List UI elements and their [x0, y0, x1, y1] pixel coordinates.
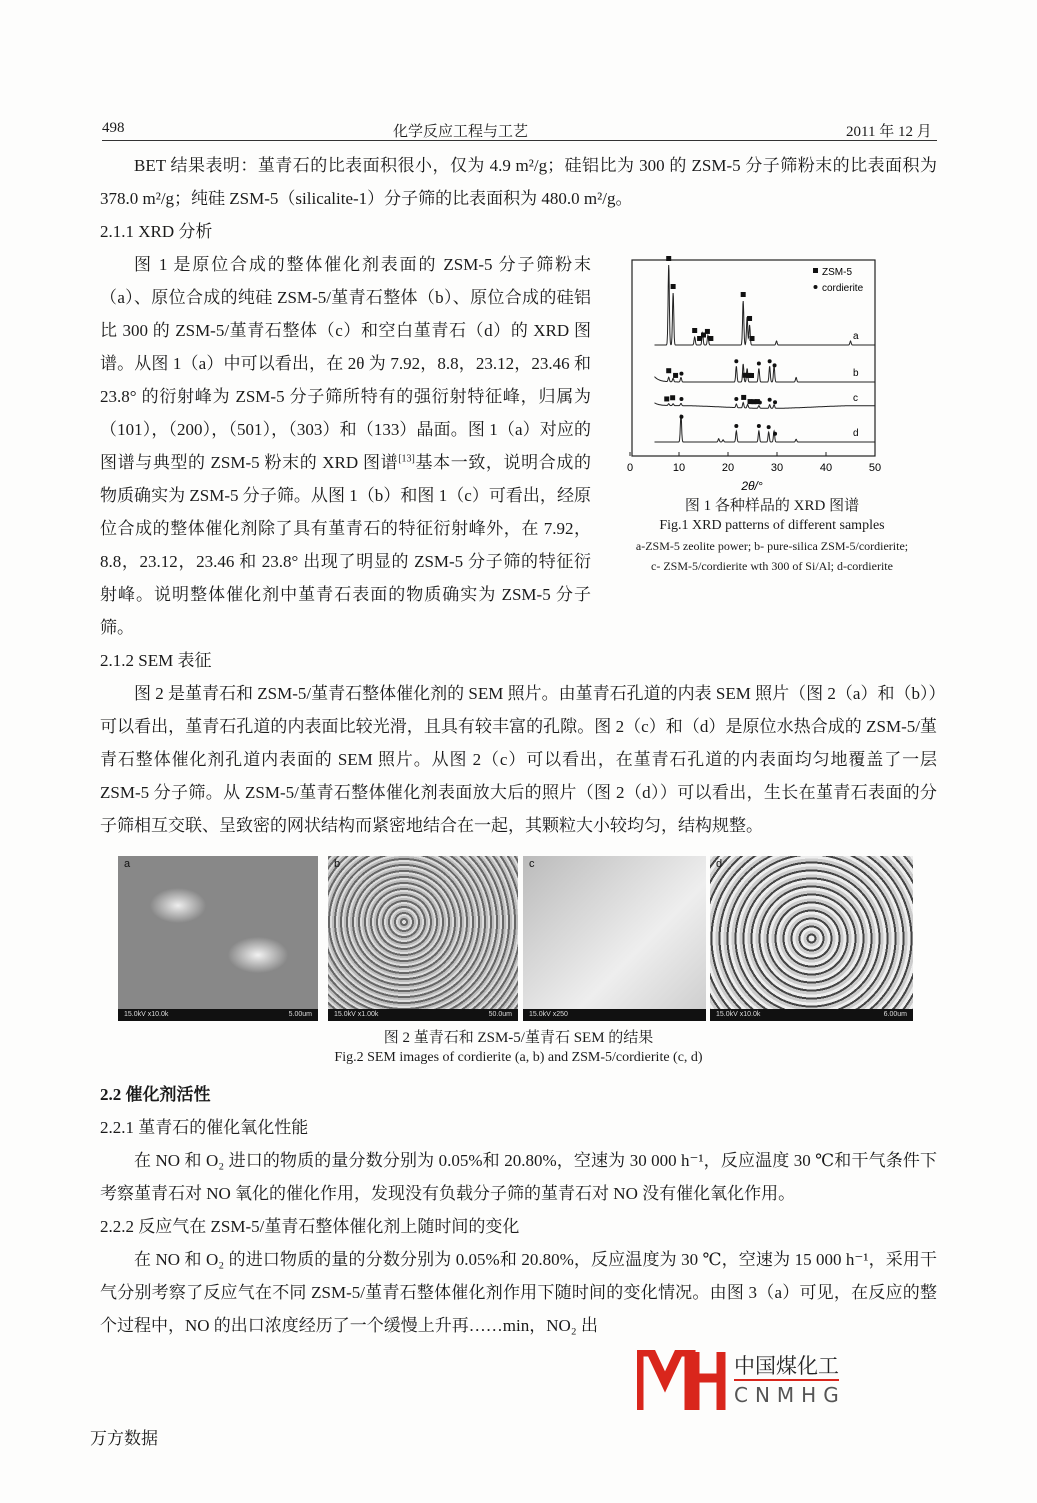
para-bet: BET 结果表明：堇青石的比表面积很小，仅为 4.9 m²/g；硅铝比为 300 的 ZSM-5 分子筛粉末的比表面积为 378.0 m²/g；纯硅 ZSM-5（silicalite-1）分子筛的比表面积为 480.0 m²/g。	[100, 156, 937, 208]
zsm5-marker	[708, 336, 713, 341]
x-tick-label: 10	[672, 462, 686, 474]
zsm5-marker	[692, 328, 697, 333]
watermark-mh-icon	[637, 1350, 727, 1410]
sem-label: b	[334, 858, 341, 870]
fig1-legend-line1: a-ZSM-5 zeolite power; b- pure-silica ZSM-5/cordierite;	[635, 539, 909, 553]
x-tick-label: 0	[626, 462, 634, 474]
cordierite-marker	[757, 424, 761, 428]
legend-zsm5-label: ZSM-5	[822, 267, 852, 278]
xrd-trace-c	[655, 403, 876, 409]
cordierite-marker	[773, 363, 777, 367]
heading-2-2-2: 2.2.2 反应气在 ZSM-5/堇青石整体催化剂上随时间的变化	[100, 1217, 520, 1236]
para-xrd-part2: 原位合成的整体催化剂除了具有堇青石的特征衍射峰外，在 7.92，8.8，23.12，23.46 和 23.8° 出现了明显的 ZSM-5 分子筛的特征衍射峰。说明整体催化剂中堇青石表面的物质确实为 ZSM-5 分子筛。	[100, 486, 591, 637]
x-tick-label: 30	[770, 462, 784, 474]
footer-source: 万方数据	[90, 1429, 158, 1449]
sem-meta: 15.0kV x1.00k	[334, 1011, 379, 1018]
sem-scale: 5.00um	[288, 1011, 312, 1018]
sem-label: a	[124, 858, 131, 870]
sem-meta: 15.0kV x10.0k	[124, 1011, 169, 1018]
watermark-en: CNMHG	[734, 1383, 846, 1407]
trace-label-b: b	[852, 368, 859, 379]
trace-label-a: a	[852, 331, 859, 342]
legend-zsm5-marker	[813, 268, 818, 273]
xrd-trace-b	[655, 364, 876, 382]
fig1-caption-cn: 图 1 各种样品的 XRD 图谱	[684, 498, 860, 514]
heading-2-2: 2.2 催化剂活性	[100, 1085, 211, 1104]
zsm5-marker	[750, 336, 755, 341]
page-number: 498	[102, 120, 125, 136]
x-tick-label: 50	[868, 462, 882, 474]
zsm5-marker	[741, 292, 746, 297]
journal-title: 化学反应工程与工艺	[393, 124, 529, 140]
sem-scale: 6.00um	[883, 1011, 907, 1018]
sem-meta: 15.0kV x10.0k	[716, 1011, 761, 1018]
sem-label: c	[529, 858, 535, 870]
issue-date: 2011 年 12 月	[846, 124, 932, 140]
xrd-chart	[617, 252, 887, 492]
para-2-2-1: 在 NO 和 O₂ 进口的物质的量分数分别为 0.05%和 20.80%，空速为 30 000 h⁻¹，反应温度 30 ℃和干气条件下考察堇青石对 NO 氧化的催化作用，发现没有负载分子筛的堇青石对 NO 没有催化氧化作用。	[100, 1151, 937, 1203]
cordierite-marker	[773, 400, 777, 404]
zsm5-marker	[666, 368, 671, 373]
cordierite-marker	[767, 425, 771, 429]
para-xrd-text-b: 基本一致，说明合成的物质确实为 ZSM-5 分子筛。从图 1（b）和图 1（c）可看出，经	[100, 453, 591, 505]
zsm5-marker	[673, 373, 678, 378]
sem-scale: 50.0um	[488, 1011, 512, 1018]
zsm5-marker	[671, 284, 676, 289]
fig2-caption-cn: 图 2 堇青石和 ZSM-5/堇青石 SEM 的结果	[383, 1030, 654, 1046]
cordierite-marker	[679, 415, 683, 419]
zsm5-marker	[670, 395, 675, 400]
x-tick-label: 20	[721, 462, 735, 474]
cordierite-marker	[758, 401, 762, 405]
para-xrd-text-a: 图 1 是原位合成的整体催化剂表面的 ZSM-5 分子筛粉末（a）、原位合成的纯硅 ZSM-5/堇青石整体（b）、原位合成的硅铝比 300 的 ZSM-5/堇青石整体（c）和空白堇青石（d）的 XRD 图谱。从图 1（a）中可以看出，在 2θ 为 7.92，8.8，23.12，23.46 和 23.8° 的衍射峰为 ZSM-5 分子筛所特有的强衍射特征峰，归属为（101），（200），（501），（303）和（133）晶面。图 1（a）对应的图谱与典型的 ZSM-5 粉末的 XRD 图谱	[100, 255, 591, 472]
x-axis-label: 2θ/°	[741, 479, 763, 492]
trace-label-d: d	[852, 428, 859, 439]
cordierite-marker	[773, 432, 777, 436]
cordierite-marker	[768, 398, 772, 402]
sem-image-a	[118, 856, 318, 1021]
sem-image-d	[710, 856, 913, 1021]
sem-label: d	[716, 858, 723, 870]
heading-2-1-2: 2.1.2 SEM 表征	[100, 651, 212, 670]
heading-2-2-1: 2.2.1 堇青石的催化氧化性能	[100, 1118, 309, 1137]
para-2-2-2: 在 NO 和 O₂ 的进口物质的量的分数分别为 0.05%和 20.80%，反应温度为 30 ℃，空速为 15 000 h⁻¹，采用干气分别考察了反应气在不同 ZSM-5/堇青石整体催化剂作用下随时间的变化情况。由图 3（a）可见，在反应的整个过程中，NO 的出口浓度经历了一个缓慢上升再……min，NO₂ 出	[100, 1250, 937, 1335]
xrd-trace-d	[655, 415, 876, 443]
sem-meta: 15.0kV x250	[529, 1011, 568, 1018]
watermark-rule	[734, 1379, 839, 1381]
heading-2-1-1: 2.1.1 XRD 分析	[100, 222, 213, 241]
cordierite-marker	[734, 397, 738, 401]
sem-image-c	[523, 856, 706, 1021]
legend-cordierite-marker	[814, 285, 818, 289]
zsm5-marker	[705, 329, 710, 334]
cordierite-marker	[679, 372, 683, 376]
cordierite-marker	[734, 424, 738, 428]
trace-label-c: c	[852, 393, 858, 404]
cordierite-marker	[734, 359, 738, 363]
sem-image-b	[328, 856, 518, 1021]
zsm5-marker	[664, 396, 669, 401]
fig1-caption-en: Fig.1 XRD patterns of different samples	[659, 518, 885, 533]
cordierite-marker	[679, 397, 683, 401]
citation-13: [13]	[398, 453, 415, 465]
cordierite-marker	[768, 359, 772, 363]
legend-cordierite-label: cordierite	[822, 283, 864, 294]
fig2-caption-en: Fig.2 SEM images of cordierite (a, b) and ZSM-5/cordierite (c, d)	[334, 1050, 703, 1065]
figure-1	[607, 252, 937, 576]
fig1-legend-line2: c- ZSM-5/cordierite wth 300 of Si/Al; d-cordierite	[651, 559, 893, 573]
watermark-logo	[637, 1350, 887, 1410]
para-sem: 图 2 是堇青石和 ZSM-5/堇青石整体催化剂的 SEM 照片。由堇青石孔道的内表 SEM 照片（图 2（a）和（b））可以看出，堇青石孔道的内表面比较光滑，且具有较丰富的孔隙。图 2（c）和（d）是原位水热合成的 ZSM-5/堇青石整体催化剂孔道内表面的 SEM 照片。从图 2（c）可以看出，在堇青石孔道的内表面均匀地覆盖了一层 ZSM-5 分子筛。从 ZSM-5/堇青石整体催化剂表面放大后的照片（图 2（d））可以看出，生长在堇青石表面的分子筛相互交联、呈致密的网状结构而紧密地结合在一起，其颗粒大小较均匀，结构规整。	[100, 684, 937, 835]
x-tick-label: 40	[819, 462, 833, 474]
zsm5-marker	[666, 256, 671, 261]
cordierite-marker	[757, 362, 761, 366]
body-text-flow	[90, 0, 937, 1469]
zsm5-marker	[749, 373, 754, 378]
watermark-cn: 中国煤化工	[734, 1354, 839, 1378]
zsm5-marker	[747, 316, 752, 321]
zsm5-marker	[741, 395, 746, 400]
figure-2	[100, 856, 937, 1028]
